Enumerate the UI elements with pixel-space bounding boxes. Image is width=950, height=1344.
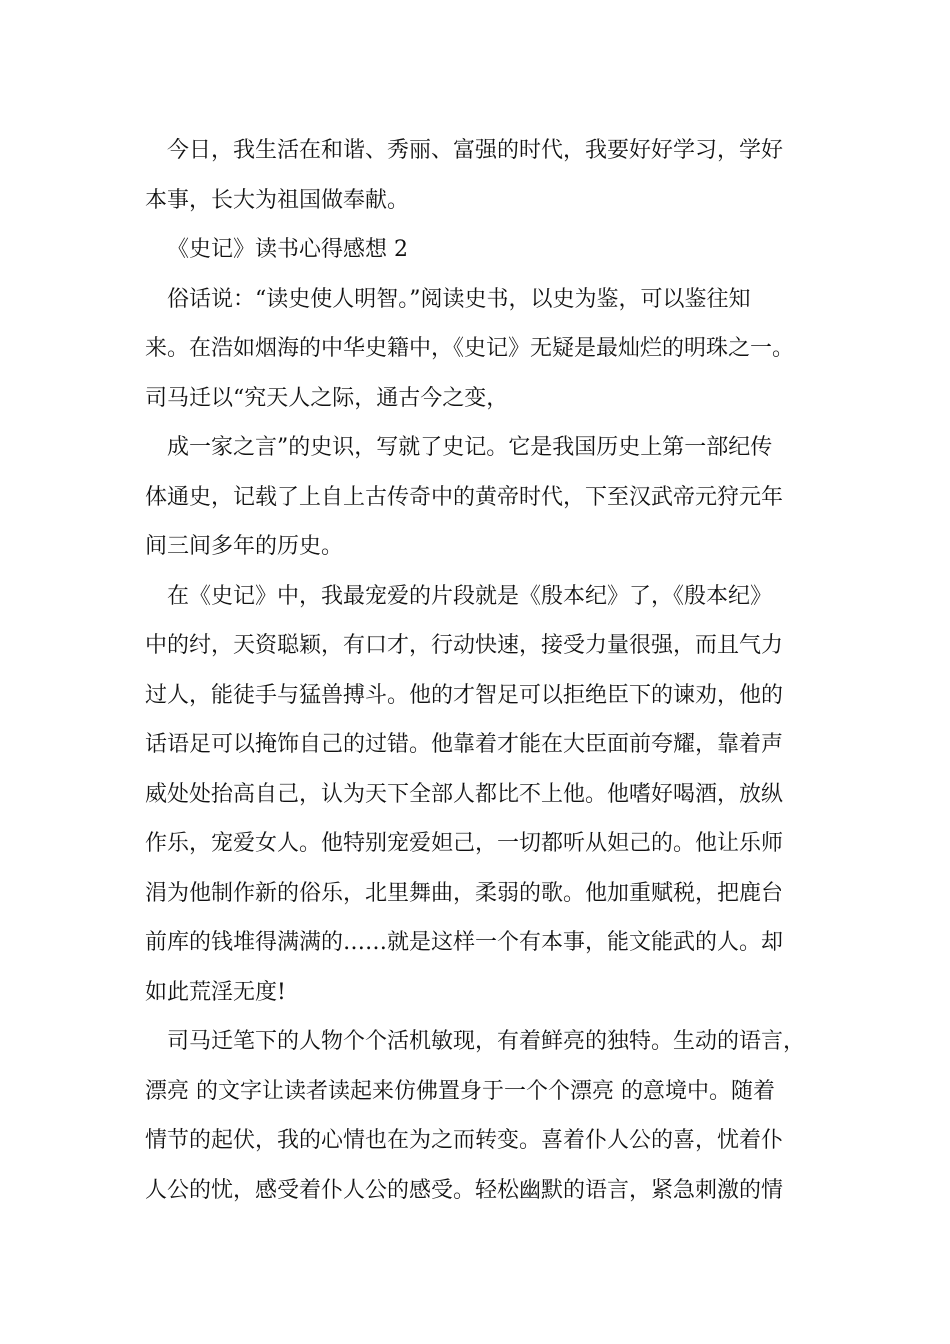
text-line: 前库的钱堆得满满的……就是这样一个有本事，能文能武的人。却 [145, 930, 784, 955]
text-line: 来。在浩如烟海的中华史籍中，《史记》无疑是最灿烂的明珠之一。 [145, 336, 795, 361]
text-line: 如此荒淫无度! [145, 979, 286, 1005]
paragraph-yin-benji [145, 572, 835, 1018]
text-line: 人公的忧，感受着仆人公的感受。轻松幽默的语言，紧急刺激的情 [145, 1177, 784, 1203]
paragraph-characters [145, 1017, 835, 1215]
section-heading [145, 225, 835, 275]
text-line: 俗话说：“读史使人明智。”阅读史书，以史为鉴，可以鉴往知 [167, 286, 751, 312]
text-line: 今日，我生活在和谐、秀丽、富强的时代，我要好好学习，学好 [167, 138, 784, 163]
text-line: 本事，长大为祖国做奉献。 [145, 187, 410, 213]
text-line: 作乐，宠爱女人。他特别宠爱妲己，一切都听从妲己的。他让乐师 [145, 831, 784, 856]
text-line: 威处处抬高自己，认为天下全部人都比不上他。他嗜好喝酒，放纵 [145, 781, 784, 807]
text-line: 漂亮 的文字让读者读起来仿佛置身于一个个漂亮 的意境中。随着 [145, 1078, 775, 1104]
document-body [145, 126, 835, 1215]
text-line: 涓为他制作新的俗乐，北里舞曲，柔弱的歌。他加重赋税，把鹿台 [145, 880, 784, 906]
paragraph-closing [145, 126, 835, 225]
paragraph-history [145, 423, 835, 572]
text-line: 体通史，记载了上自上古传奇中的黄帝时代，下至汉武帝元狩元年 [145, 484, 784, 510]
text-line: 过人，能徒手与猛兽搏斗。他的才智足可以拒绝臣下的谏劝，他的 [145, 682, 784, 708]
text-line: 话语足可以掩饰自己的过错。他靠着才能在大臣面前夸耀，靠着声 [145, 732, 784, 757]
paragraph-intro [145, 275, 835, 424]
heading-text: 《史记》读书心得感想 2 [167, 237, 408, 262]
text-line: 情节的起伏，我的心情也在为之而转变。喜着仆人公的喜，忧着仆 [145, 1128, 784, 1153]
text-line: 成一家之言”的史识，写就了史记。它是我国历史上第一部纪传 [167, 435, 773, 460]
text-line: 司马迁以“究天人之际，通古今之变， [145, 385, 509, 411]
text-line: 间三间多年的历史。 [145, 534, 344, 559]
text-line: 司马迁笔下的人物个个活机敏现，有着鲜亮的独特。生动的语言， [167, 1029, 806, 1054]
text-line: 中的纣，天资聪颖，有口才，行动快速，接受力量很强，而且气力 [145, 633, 784, 658]
text-line: 在《史记》中，我最宠爱的片段就是《殷本纪》了，《殷本纪》 [167, 583, 773, 609]
